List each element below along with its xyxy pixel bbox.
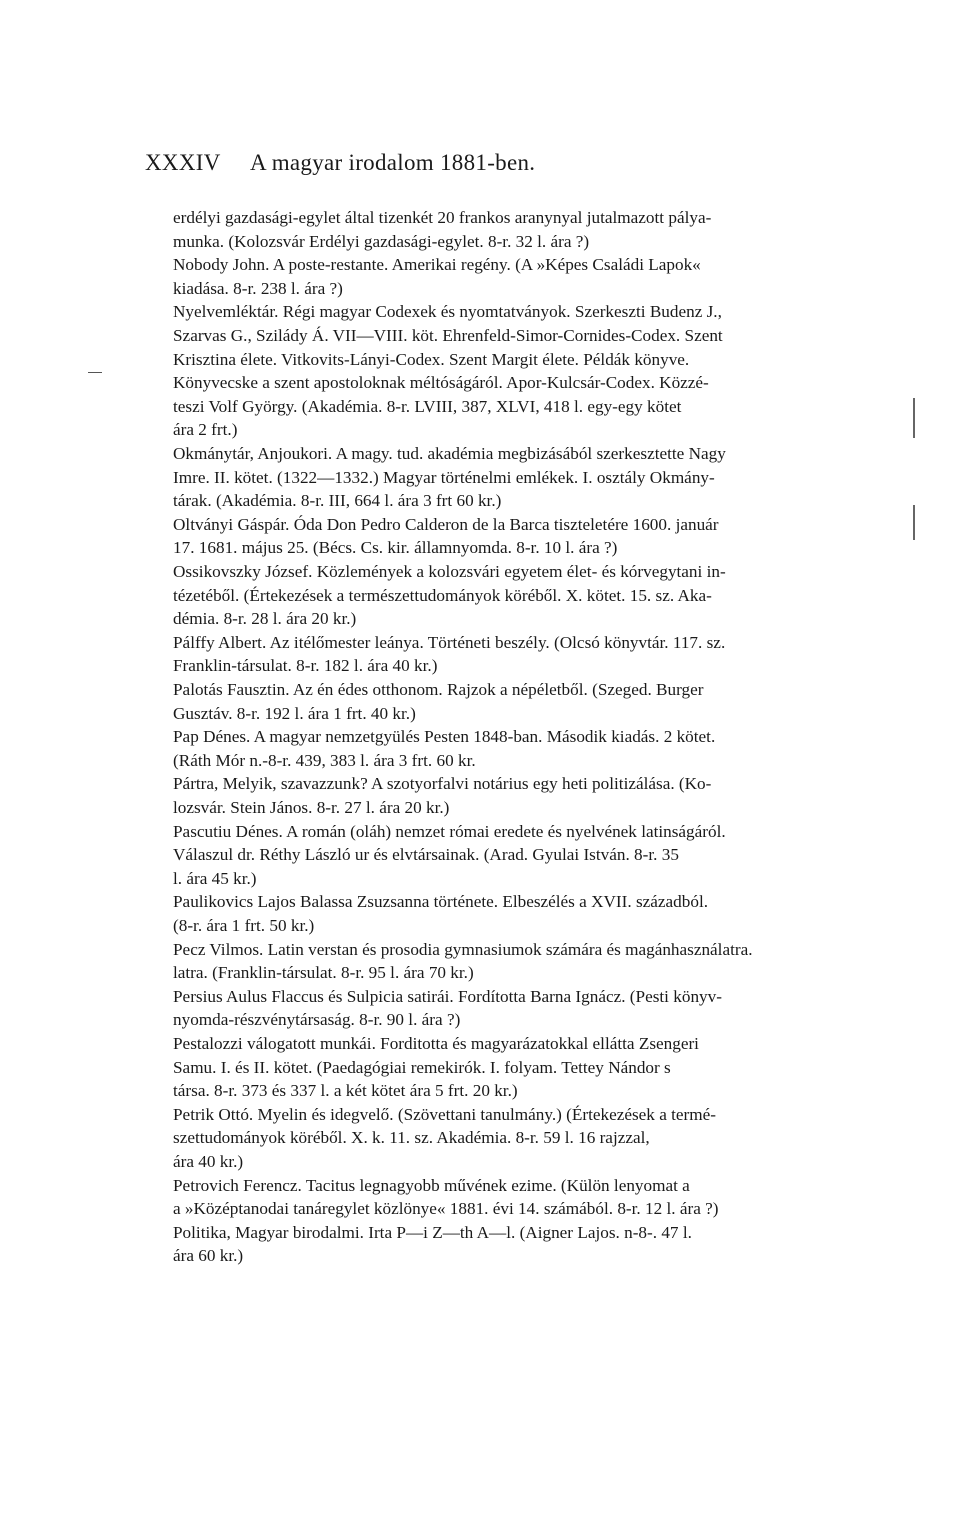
text-line: teszi Volf György. (Akadémia. 8-r. LVIII, 387, XLVI, 418 l. egy-egy kötet bbox=[173, 396, 682, 416]
margin-bar bbox=[913, 505, 915, 540]
text-line: l. ára 45 kr.) bbox=[173, 868, 257, 888]
text-line: Könyvecske a szent apostoloknak méltóságáról. Apor-Kulcsár-Codex. Közzé- bbox=[173, 373, 709, 393]
text-line: ára 60 kr.) bbox=[173, 1246, 244, 1266]
text-line: Pap Dénes. A magyar nemzetgyülés Pesten 1848-ban. Második kiadás. 2 kötet. bbox=[173, 727, 716, 747]
text-line: Pártra, Melyik, szavazzunk? A szotyorfalvi notárius egy heti politizálása. (Ko- bbox=[173, 774, 712, 794]
text-line: Nobody John. A poste-restante. Amerikai regény. (A »Képes Családi Lapok« bbox=[173, 255, 701, 275]
text-line: Politika, Magyar birodalmi. Irta P—i Z—th A—l. (Aigner Lajos. n-8-. 47 l. bbox=[173, 1222, 692, 1242]
text-line: Pecz Vilmos. Latin verstan és prosodia gymnasiumok számára és magánhasználatra. bbox=[173, 939, 753, 959]
text-line: Pestalozzi válogatott munkái. Forditotta és magyarázatokkal ellátta Zsengeri bbox=[173, 1034, 699, 1053]
text-line: ára 40 kr.) bbox=[173, 1152, 244, 1171]
text-line: Samu. I. és II. kötet. (Paedagógiai remekirók. I. folyam. Tettey Nándor s bbox=[173, 1057, 671, 1077]
text-line: ára 2 frt.) bbox=[173, 420, 238, 440]
text-line: tézetéből. (Értekezések a természettudományok köréből. X. kötet. 15. sz. Aka- bbox=[173, 585, 712, 605]
text-line: Nyelvemléktár. Régi magyar Codexek és nyomtatványok. Szerkeszti Budenz J., bbox=[173, 302, 722, 322]
text-line: lozsvár. Stein János. 8-r. 27 l. ára 20 kr.) bbox=[173, 798, 450, 817]
text-line: 17. 1681. május 25. (Bécs. Cs. kir. államnyomda. 8-r. 10 l. ára ?) bbox=[173, 538, 618, 558]
margin-mark bbox=[88, 372, 102, 373]
text-line: Paulikovics Lajos Balassa Zsuzsanna története. Elbeszélés a XVII. századból. bbox=[173, 892, 709, 912]
text-line: a »Középtanodai tanáregylet közlönye« 1881. évi 14. számából. 8-r. 12 l. ára ?) bbox=[173, 1199, 719, 1219]
text-line: Ossikovszky József. Közlemények a kolozsvári egyetem élet- és kórvegytani in- bbox=[173, 562, 726, 581]
text-line: Persius Aulus Flaccus és Sulpicia satirái. Fordította Barna Ignácz. (Pesti könyv- bbox=[173, 986, 722, 1006]
text-line: munka. (Kolozsvár Erdélyi gazdasági-egylet. 8-r. 32 l. ára ?) bbox=[173, 231, 590, 251]
text-line: Imre. II. kötet. (1322—1332.) Magyar történelmi emlékek. I. osztály Okmány- bbox=[173, 467, 715, 487]
text-line: Petrik Ottó. Myelin és idegvelő. (Szövettani tanulmány.) (Értekezések a termé- bbox=[173, 1104, 716, 1124]
text-line: Szarvas G., Szilády Á. VII—VIII. köt. Ehrenfeld-Simor-Cornides-Codex. Szent bbox=[173, 326, 723, 345]
text-line: Petrovich Ferencz. Tacitus legnagyobb művének ezime. (Külön lenyomat a bbox=[173, 1175, 690, 1195]
text-line: (Ráth Mór n.-8-r. 439, 383 l. ára 3 frt. 60 kr. bbox=[173, 750, 476, 770]
text-line: Franklin-társulat. 8-r. 182 l. ára 40 kr.) bbox=[173, 656, 438, 676]
text-line: Gusztáv. 8-r. 192 l. ára 1 frt. 40 kr.) bbox=[173, 703, 416, 723]
text-line: démia. 8-r. 28 l. ára 20 kr.) bbox=[173, 609, 357, 629]
text-line: kiadása. 8-r. 238 l. ára ?) bbox=[173, 278, 343, 298]
text-line: társa. 8-r. 373 és 337 l. a két kötet ára 5 frt. 20 kr.) bbox=[173, 1081, 518, 1101]
text-line: (8-r. ára 1 frt. 50 kr.) bbox=[173, 916, 315, 935]
text-line: erdélyi gazdasági-egylet által tizenkét 20 frankos aranynyal jutalmazott pálya- bbox=[173, 208, 712, 227]
text-line: Palotás Fausztin. Az én édes otthonom. Rajzok a népéletből. (Szeged. Burger bbox=[173, 680, 704, 699]
text-line: szettudományok köréből. X. k. 11. sz. Akadémia. 8-r. 59 l. 16 rajzzal, bbox=[173, 1128, 650, 1148]
running-title: A magyar irodalom 1881-ben. bbox=[250, 150, 536, 175]
text-line: tárak. (Akadémia. 8-r. III, 664 l. ára 3 frt 60 kr.) bbox=[173, 491, 502, 511]
text-line: latra. (Franklin-társulat. 8-r. 95 l. ára 70 kr.) bbox=[173, 963, 474, 983]
text-line: Pálffy Albert. Az itélőmester leánya. Történeti beszély. (Olcsó könyvtár. 117. sz. bbox=[173, 632, 726, 652]
text-line: Pascutiu Dénes. A román (oláh) nemzet római eredete és nyelvének latinságáról. bbox=[173, 821, 726, 841]
text-line: Válaszul dr. Réthy László ur és elvtársainak. (Arad. Gyulai István. 8-r. 35 bbox=[173, 845, 679, 865]
text-line: Oltványi Gáspár. Óda Don Pedro Calderon de la Barca tiszteletére 1600. január bbox=[173, 514, 719, 534]
page-number: XXXIV bbox=[145, 150, 221, 175]
text-line: Okmánytár, Anjoukori. A magy. tud. akadémia megbizásából szerkesztette Nagy bbox=[173, 444, 726, 463]
margin-bar bbox=[913, 398, 915, 438]
text-line: Krisztina élete. Vitkovits-Lányi-Codex. Szent Margit élete. Példák könyve. bbox=[173, 349, 690, 369]
text-line: nyomda-részvénytársaság. 8-r. 90 l. ára ?) bbox=[173, 1010, 461, 1030]
